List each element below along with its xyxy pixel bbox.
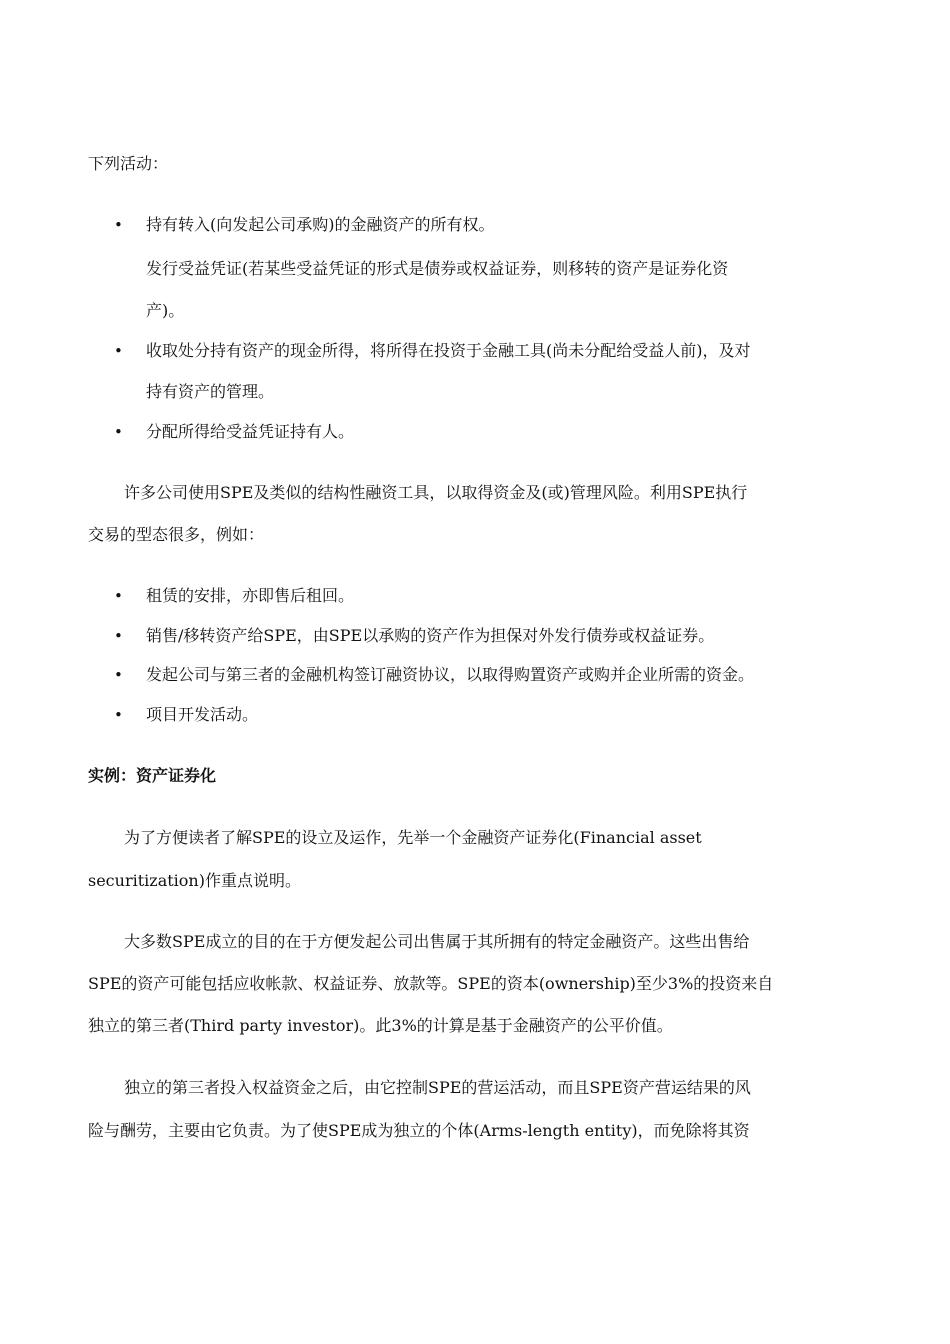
list-item: 收取处分持有资产的现金所得，将所得在投资于金融工具(尚未分配给受益人前)，及对: [146, 341, 751, 360]
section-heading: 实例：资产证券化: [88, 766, 217, 785]
intro-text: 下列活动：: [88, 154, 169, 173]
bullet-icon: •: [114, 666, 123, 684]
list-item-continuation: 持有资产的管理。: [146, 382, 275, 401]
list-item: 发行受益凭证(若某些受益凭证的形式是债券或权益证券，则移转的资产是证券化资: [146, 259, 729, 278]
bullet-icon: •: [114, 587, 123, 605]
bullet-icon: •: [114, 627, 123, 645]
paragraph-line: 独立的第三者投入权益资金之后，由它控制SPE的营运活动，而且SPE资产营运结果的风: [124, 1078, 751, 1097]
list-item: 租赁的安排，亦即售后租回。: [146, 586, 355, 605]
list-item-continuation: 产)。: [146, 301, 185, 320]
paragraph-line: securitization)作重点说明。: [88, 871, 301, 890]
bullet-icon: •: [114, 706, 123, 724]
paragraph-line: 独立的第三者(Third party investor)。此3%的计算是基于金融资产的公平价值。: [88, 1016, 673, 1035]
list-item: 分配所得给受益凭证持有人。: [146, 422, 355, 441]
list-item: 发起公司与第三者的金融机构签订融资协议，以取得购置资产或购并企业所需的资金。: [146, 665, 755, 684]
paragraph-line: 许多公司使用SPE及类似的结构性融资工具，以取得资金及(或)管理风险。利用SPE执行: [124, 483, 748, 502]
bullet-icon: •: [114, 342, 123, 360]
paragraph-line: 交易的型态很多，例如：: [88, 525, 265, 544]
list-item: 持有转入(向发起公司承购)的金融资产的所有权。: [146, 215, 495, 234]
paragraph-line: 为了方便读者了解SPE的设立及运作，先举一个金融资产证券化(Financial asset: [124, 828, 702, 847]
list-item: 销售/移转资产给SPE，由SPE以承购的资产作为担保对外发行债券或权益证券。: [146, 626, 715, 645]
bullet-icon: •: [114, 423, 123, 441]
paragraph-line: 险与酬劳，主要由它负责。为了使SPE成为独立的个体(Arms-length entity)，而免除将其资: [88, 1121, 750, 1140]
bullet-icon: •: [114, 216, 123, 234]
paragraph-line: SPE的资产可能包括应收帐款、权益证券、放款等。SPE的资本(ownership)至少3%的投资来自: [88, 974, 774, 993]
list-item: 项目开发活动。: [146, 705, 259, 724]
paragraph-line: 大多数SPE成立的目的在于方便发起公司出售属于其所拥有的特定金融资产。这些出售给: [124, 932, 750, 951]
